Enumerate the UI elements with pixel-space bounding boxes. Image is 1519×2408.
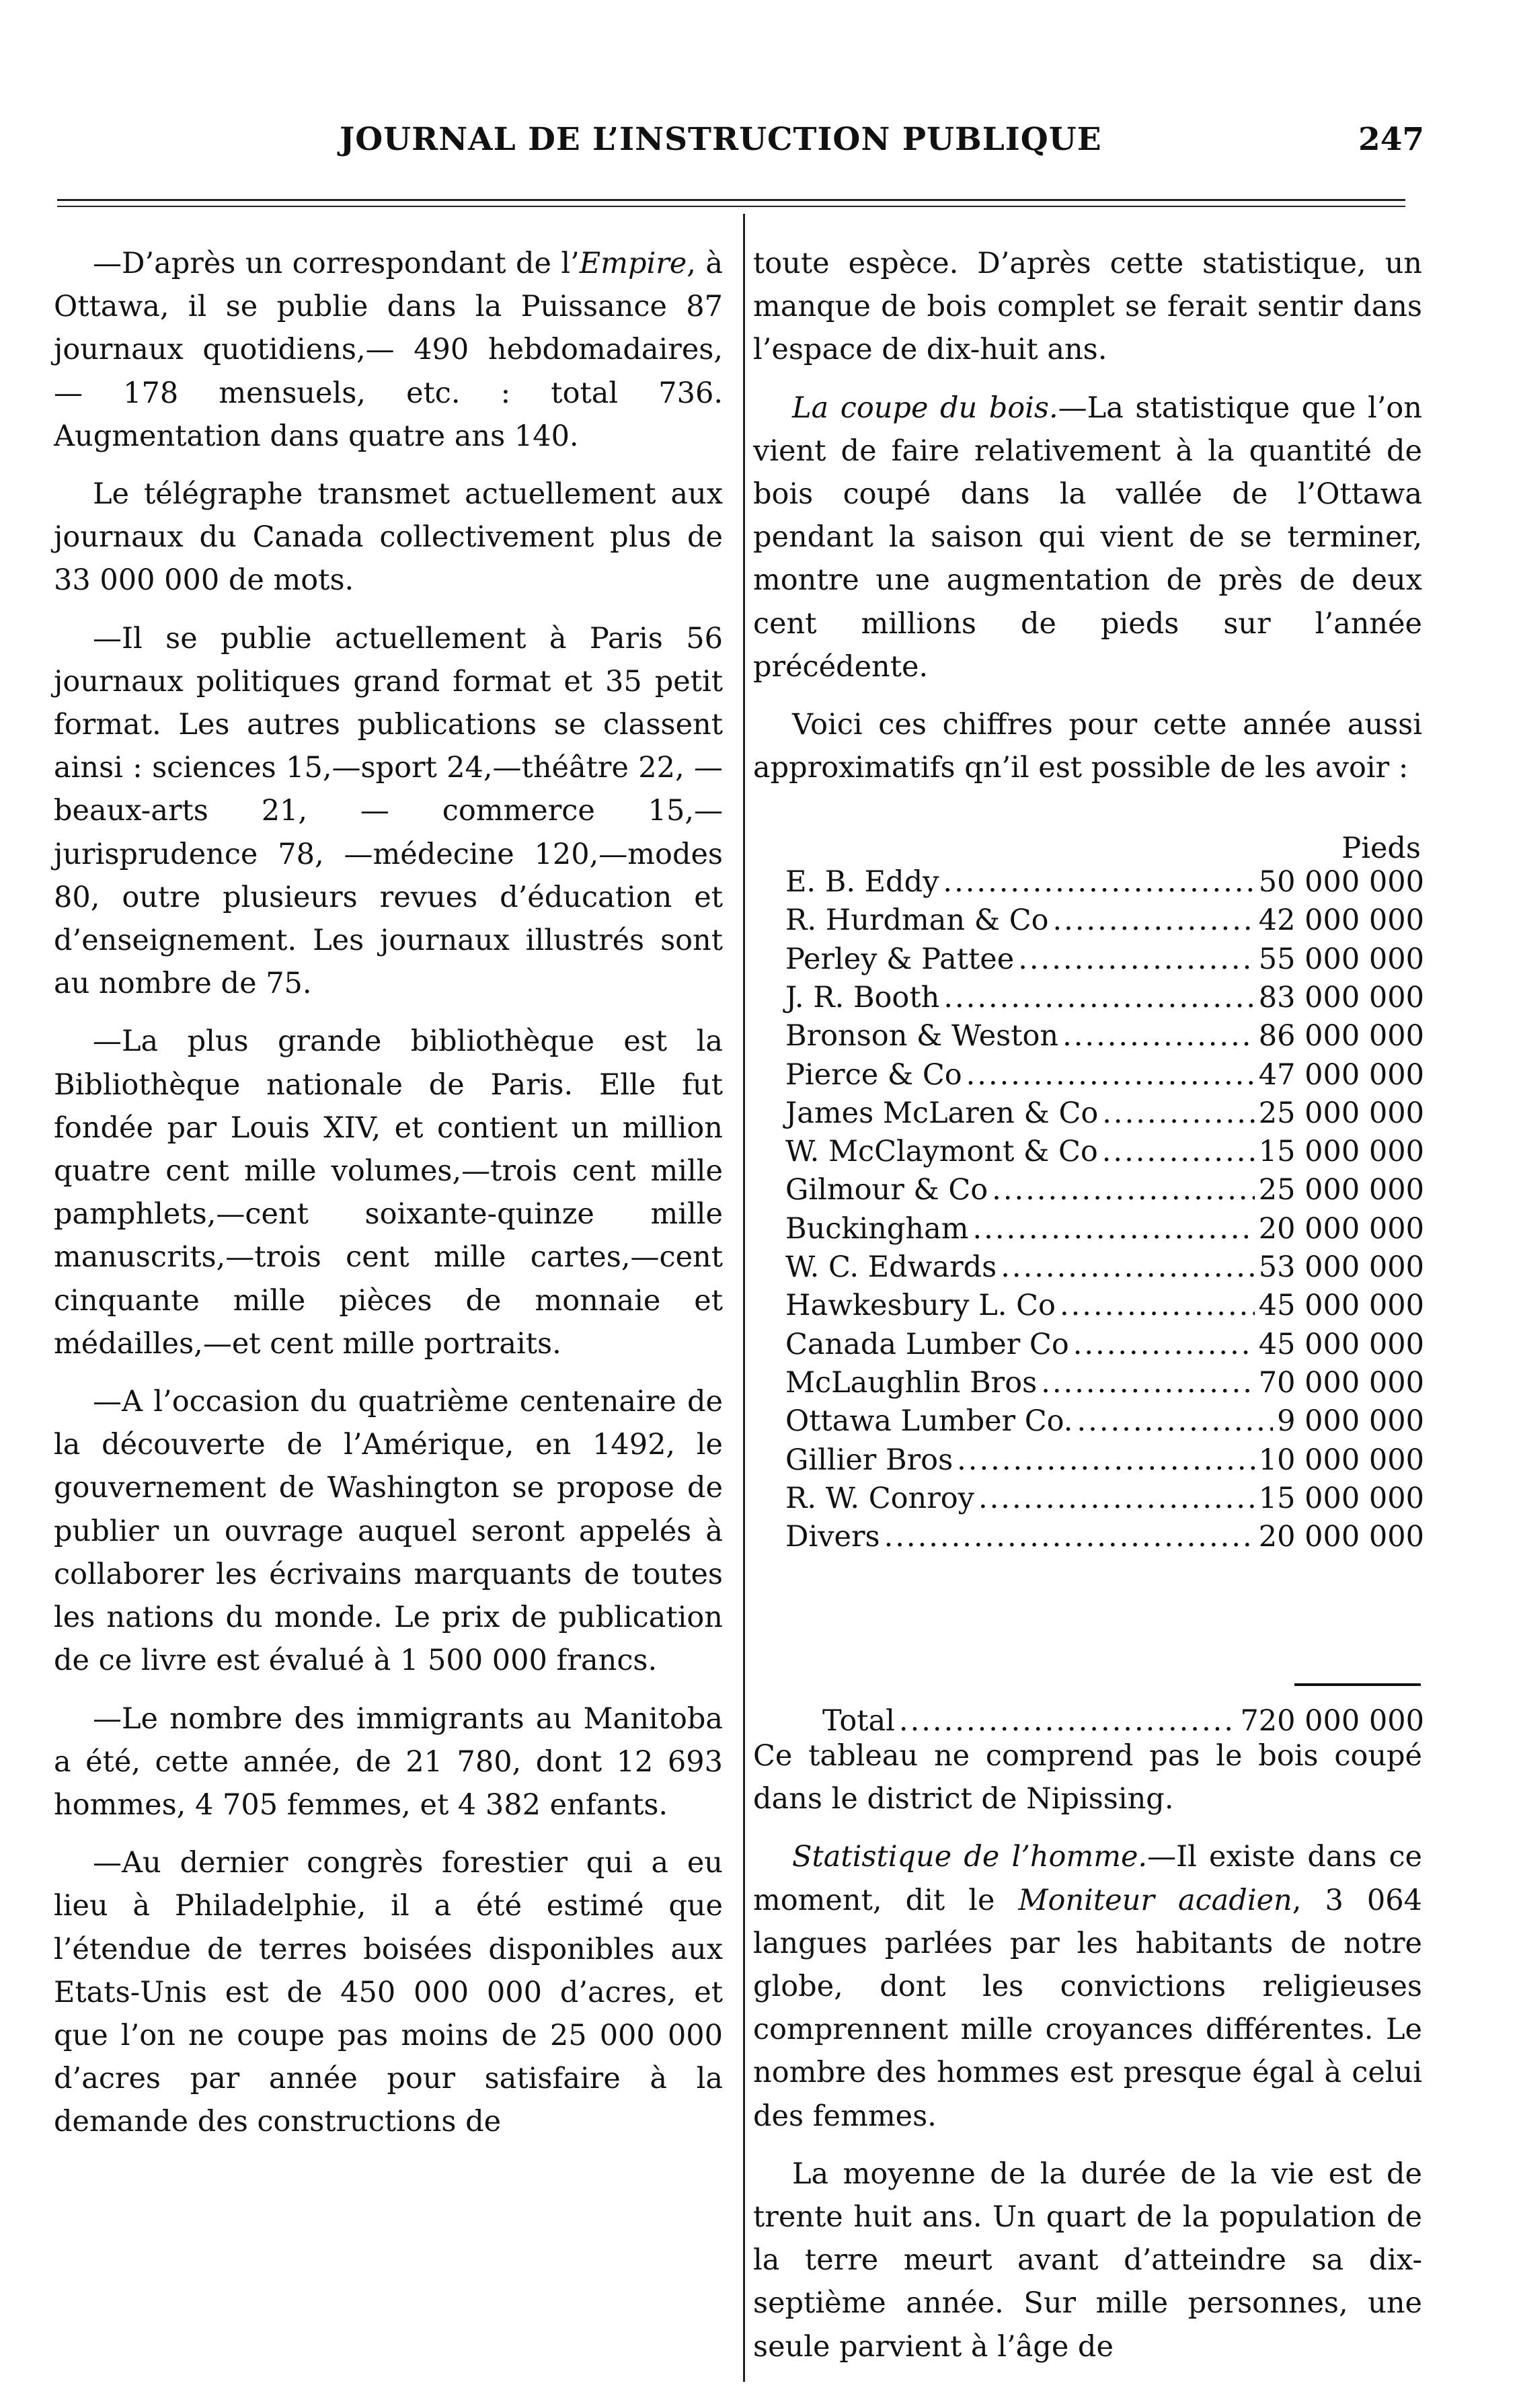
company-name: W. McClaymont & Co: [785, 1135, 1098, 1169]
duree-vie-paragraph: La moyenne de la durée de la vie est de trente huit ans. Un quart de la population de la terre meurt avant d’atteindre sa dix-septième année. Sur mille personnes, une seule parvient à l’âge de: [753, 2157, 1422, 2364]
nipissing-note: Ce tableau ne comprend pas le bois coupé dans le district de Nipissing.: [753, 1739, 1422, 1816]
company-name: E. B. Eddy: [785, 865, 939, 899]
left-column: [54, 242, 723, 2144]
lumber-amount: 25 000 000: [1258, 1173, 1424, 1207]
company-name: J. R. Booth: [785, 980, 940, 1014]
lumber-row: [785, 1250, 1424, 1294]
news-item-amerique: —A l’occasion du quatrième centenaire de la découverte de l’Amérique, en 1492, le gouvernement de Washington se propose de publier un ouvrage auquel seront appelés à collaborer les écrivains marquants de toutes les nations du monde. Le prix de publication de ce livre est évalué à 1 500 000 francs.: [54, 1385, 723, 1678]
total-label: Total: [822, 1704, 895, 1738]
leader-dots: [1062, 1019, 1255, 1053]
leader-dots: [884, 1520, 1255, 1554]
company-name: Perley & Pattee: [785, 942, 1015, 976]
lumber-row: [785, 865, 1424, 909]
company-name: Pierce & Co: [785, 1057, 962, 1092]
lumber-row: [785, 1058, 1424, 1102]
company-name: Canada Lumber Co: [785, 1327, 1069, 1361]
lumber-amount: 20 000 000: [1258, 1520, 1424, 1554]
company-name: Gilmour & Co: [785, 1173, 988, 1207]
lumber-amount: 45 000 000: [1258, 1289, 1424, 1323]
leader-dots: [957, 1443, 1255, 1477]
lumber-amount: 10 000 000: [1258, 1443, 1424, 1477]
right-column-lower: [753, 1734, 1422, 2383]
lumber-row: [785, 904, 1424, 947]
lumber-amount: 20 000 000: [1258, 1211, 1424, 1246]
company-name: Divers: [785, 1520, 880, 1554]
leader-dots: [978, 1482, 1255, 1515]
leader-dots: [992, 1173, 1255, 1207]
right-column: [753, 242, 1422, 804]
leader-dots: [1077, 1404, 1273, 1438]
running-header: [0, 121, 1519, 175]
news-item-forestier: —Au dernier congrès forestier qui a eu lieu à Philadelphie, il a été estimé que l’étendue de terres boisées disponibles aux Etats-Unis est de 450 000 000 d’acres, et que l’on ne coupe pas moins de 25 000 000 d’acres par année pour satisfaire à la demande des constructions de: [54, 1846, 723, 2139]
lumber-amount: 47 000 000: [1258, 1057, 1424, 1092]
lumber-amount: 45 000 000: [1258, 1327, 1424, 1361]
lumber-amount: 83 000 000: [1258, 980, 1424, 1014]
lumber-amount: 15 000 000: [1258, 1135, 1424, 1169]
leader-dots: [966, 1058, 1255, 1092]
leader-dots: [973, 1212, 1255, 1246]
lumber-row: [785, 1173, 1424, 1217]
total-amount: 720 000 000: [1240, 1704, 1424, 1738]
news-item-bibliotheque: —La plus grande bibliothèque est la Bibliothèque nationale de Paris. Elle fut fondée par Louis XIV, et contient un million quatre cent mille volumes,—trois cent mille pamphlets,—cent soixante-quinze mille manuscrits,—trois cent mille cartes,—cent cinquante mille pièces de monnaie et médailles,—et cent mille portraits.: [54, 1025, 723, 1361]
news-item-manitoba: —Le nombre des immigrants au Manitoba a été, cette année, de 21 780, dont 12 693 hommes, 4 705 femmes, et 4 382 enfants.: [54, 1701, 723, 1822]
header-rule: [57, 199, 1405, 201]
leader-dots: [1018, 942, 1255, 976]
unit-header: Pieds: [1341, 832, 1421, 865]
continued-paragraph: toute espèce. D’après cette statistique, un manque de bois complet se ferait sentir dans l’espace de dix-huit ans.: [753, 247, 1422, 367]
column-divider: [743, 214, 745, 2382]
lumber-amount: 70 000 000: [1258, 1365, 1424, 1400]
empire-title: Empire: [579, 247, 687, 280]
company-name: Hawkesbury L. Co: [785, 1289, 1056, 1323]
lumber-row: [785, 1482, 1424, 1525]
leader-dots: [1102, 1096, 1255, 1130]
lumber-amount: 15 000 000: [1258, 1481, 1424, 1515]
lumber-row: [785, 1019, 1424, 1063]
company-name: Buckingham: [785, 1211, 969, 1246]
lumber-amount: 50 000 000: [1258, 865, 1424, 899]
moniteur-acadien-title: Moniteur acadien: [1018, 1883, 1292, 1917]
header-rule-thin: [57, 206, 1405, 207]
leader-dots: [1001, 1250, 1255, 1284]
company-name: Gillier Bros: [785, 1443, 953, 1477]
lumber-amount: 86 000 000: [1258, 1019, 1424, 1053]
lumber-amount: 9 000 000: [1277, 1404, 1424, 1439]
running-title: JOURNAL DE L’INSTRUCTION PUBLIQUE: [340, 121, 1102, 158]
statistique-homme-heading: Statistique de l’homme.: [792, 1840, 1148, 1874]
statistique-homme-paragraph: Statistique de l’homme.—Il existe dans ce moment, dit le Moniteur acadien, 3 064 langues parlées par les habitants de notre globe, dont les convictions religieuses comprennent mille croyances différentes. Le nombre des hommes est presque égal à celui des femmes.: [753, 1840, 1422, 2133]
lumber-row: [785, 1096, 1424, 1140]
leader-dots: [1041, 1366, 1255, 1400]
figures-intro: Voici ces chiffres pour cette année aussi approximatifs qn’il est possible de les avoir :: [753, 708, 1422, 785]
lumber-row: [785, 981, 1424, 1025]
coupe-du-bois-heading: La coupe du bois.: [792, 391, 1058, 425]
sum-rule: [1294, 1683, 1421, 1686]
company-name: R. W. Conroy: [785, 1481, 974, 1515]
coupe-du-bois-paragraph: La coupe du bois.—La statistique que l’on vient de faire relativement à la quantité de bois coupé dans la vallée de l’Ottawa pendant la saison qui vient de se terminer, montre une augmentation de près de deux cent millions de pieds sur l’année précédente.: [753, 391, 1422, 684]
lumber-row: [785, 1212, 1424, 1256]
company-name: W. C. Edwards: [785, 1250, 997, 1284]
lumber-row: [785, 1135, 1424, 1178]
news-item-journals-canada: —D’après un correspondant de l’Empire, à Ottawa, il se publie dans la Puissance 87 journaux quotidiens,— 490 hebdomadaires, — 178 mensuels, etc. : total 736. Augmentation dans quatre ans 140.: [54, 247, 724, 453]
lumber-row: [785, 942, 1424, 986]
company-name: R. Hurdman & Co: [785, 904, 1049, 938]
leader-dots: [1060, 1289, 1255, 1322]
news-item-telegraph: Le télégraphe transmet actuellement aux journaux du Canada collectivement plus de 33 000 000 de mots.: [54, 477, 723, 598]
leader-dots: [899, 1704, 1237, 1738]
leader-dots: [1073, 1328, 1255, 1361]
lumber-amount: 25 000 000: [1258, 1096, 1424, 1130]
company-name: Bronson & Weston: [785, 1019, 1059, 1053]
company-name: James McLaren & Co: [785, 1096, 1099, 1130]
leader-dots: [943, 981, 1254, 1014]
lumber-amount: 42 000 000: [1258, 904, 1424, 938]
lumber-amount: 55 000 000: [1258, 942, 1424, 976]
lumber-row: [785, 1404, 1424, 1448]
leader-dots: [1053, 904, 1255, 937]
lumber-amount: 53 000 000: [1258, 1250, 1424, 1284]
page-number: 247: [1358, 121, 1425, 158]
lumber-row: [785, 1520, 1424, 1564]
company-name: McLaughlin Bros: [785, 1365, 1038, 1400]
lumber-row: [785, 1366, 1424, 1410]
leader-dots: [943, 865, 1254, 899]
company-name: Ottawa Lumber Co.: [785, 1404, 1073, 1439]
leader-dots: [1102, 1135, 1255, 1168]
lumber-row: [785, 1328, 1424, 1371]
lumber-row: [785, 1289, 1424, 1332]
news-item-paris-journals: —Il se publie actuellement à Paris 56 journaux politiques grand format et 35 petit format. Les autres publications se classent ainsi : sciences 15,—sport 24,—théâtre 22, — beaux-arts 21, — commerce 15,—jurisprudence 78, —médecine 120,—modes 80, outre plusieurs revues d’éducation et d’enseignement. Les journaux illustrés sont au nombre de 75.: [54, 621, 723, 1001]
lumber-row: [785, 1443, 1424, 1487]
